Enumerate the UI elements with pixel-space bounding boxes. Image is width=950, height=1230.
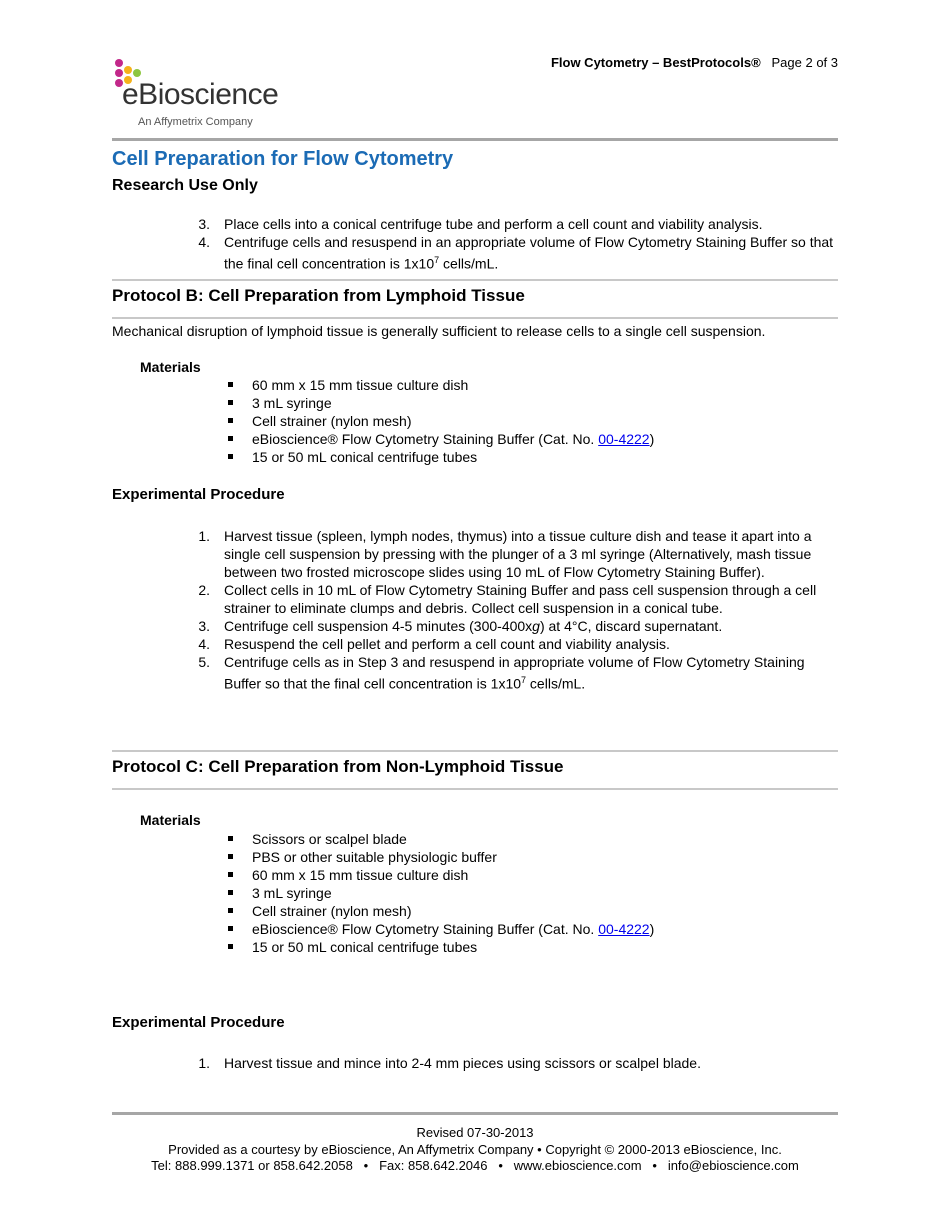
step-number: 2. xyxy=(198,582,210,598)
step-text: Resuspend the cell pellet and perform a cell count and viability analysis. xyxy=(224,636,670,652)
divider xyxy=(112,788,838,790)
step-text: ) at 4°C, discard supernatant. xyxy=(539,618,723,634)
superscript: 7 xyxy=(521,675,527,685)
page-number: Page 2 of 3 xyxy=(771,55,838,70)
step-text: Centrifuge cells as in Step 3 and resuspend in appropriate volume of Flow Cytometry Staining Buffer so that the final cell concentration is 1x10 xyxy=(224,654,805,692)
step-number: 5. xyxy=(198,654,210,670)
list-item xyxy=(196,233,836,273)
list-item xyxy=(228,938,654,956)
footer-divider xyxy=(112,1112,838,1115)
step-number: 3. xyxy=(198,216,210,232)
step-number: 3. xyxy=(198,618,210,634)
step-text: cells/mL. xyxy=(526,675,586,692)
logo-wordmark: eBioscience xyxy=(122,78,279,111)
section-heading: Protocol C: Cell Preparation from Non-Lymphoid Tissue xyxy=(112,757,564,776)
item-text: 15 or 50 mL conical centrifuge tubes xyxy=(252,449,478,465)
item-text: 3 mL syringe xyxy=(252,885,332,901)
list-item xyxy=(228,830,654,848)
list-item xyxy=(196,617,836,635)
step-number: 4. xyxy=(198,636,210,652)
item-text: Scissors or scalpel blade xyxy=(252,831,407,847)
item-text: Cell strainer (nylon mesh) xyxy=(252,413,412,429)
list-item xyxy=(228,448,654,466)
item-text: 15 or 50 mL conical centrifuge tubes xyxy=(252,939,478,955)
divider xyxy=(112,317,838,319)
step-number: 1. xyxy=(198,1055,210,1071)
list-item xyxy=(228,430,654,448)
list-item xyxy=(228,394,654,412)
divider xyxy=(112,138,838,141)
list-item xyxy=(196,1054,836,1072)
list-item xyxy=(196,653,836,693)
catalog-link[interactable]: 00-4222 xyxy=(598,431,650,447)
step-text: Harvest tissue (spleen, lymph nodes, thymus) into a tissue culture dish and tease it apart into a single cell suspension by pressing with the plunger of a 3 ml syringe (Alternatively, mash tissue between two frosted microscope slides using 10 mL of Flow Cytometry Staining Buffer). xyxy=(224,528,812,580)
page-title: Cell Preparation for Flow Cytometry xyxy=(112,148,454,170)
list-item xyxy=(196,215,836,233)
step-number: 4. xyxy=(198,234,210,250)
item-text: 60 mm x 15 mm tissue culture dish xyxy=(252,377,469,393)
step-text: Centrifuge cells and resuspend in an appropriate volume of Flow Cytometry Staining Buffer so that the final cell concentration is 1x10 xyxy=(224,234,834,272)
materials-list xyxy=(228,376,654,466)
footer-copyright: Provided as a courtesy by eBioscience, An Affymetrix Company • Copyright © 2000-2013 eBioscience, Inc. xyxy=(168,1142,782,1157)
intro-paragraph: Mechanical disruption of lymphoid tissue is generally sufficient to release cells to a single cell suspension. xyxy=(112,323,766,339)
list-item xyxy=(228,866,654,884)
item-text: ) xyxy=(649,431,655,447)
continued-steps xyxy=(196,215,836,273)
item-text: PBS or other suitable physiologic buffer xyxy=(252,849,497,865)
procedure-label: Experimental Procedure xyxy=(112,1014,285,1031)
procedure-steps xyxy=(196,527,836,693)
list-item xyxy=(228,412,654,430)
materials-list xyxy=(228,830,654,956)
revised-date: Revised 07-30-2013 xyxy=(416,1125,534,1140)
header-doc-title: Flow Cytometry – BestProtocols® xyxy=(550,55,761,70)
step-number: 1. xyxy=(198,528,210,544)
list-item xyxy=(196,581,836,617)
superscript: 7 xyxy=(434,255,440,265)
procedure-steps xyxy=(196,1054,836,1072)
subtitle: Research Use Only xyxy=(112,177,258,194)
divider xyxy=(112,279,838,281)
list-item xyxy=(196,635,836,653)
footer-contact: Tel: 888.999.1371 or 858.642.2058 • Fax: 858.642.2046 • www.ebioscience.com • info@ebioscience.com xyxy=(151,1158,799,1173)
item-text: eBioscience® Flow Cytometry Staining Buffer (Cat. No. xyxy=(252,431,599,447)
list-item xyxy=(228,848,654,866)
list-item xyxy=(228,902,654,920)
running-header xyxy=(551,55,838,70)
step-text: g xyxy=(532,618,540,634)
step-text: Collect cells in 10 mL of Flow Cytometry Staining Buffer and pass cell suspension through a cell strainer to eliminate clumps and debris. Collect cell suspension in a conical tube. xyxy=(224,582,817,616)
step-text: Harvest tissue and mince into 2-4 mm pieces using scissors or scalpel blade. xyxy=(224,1055,701,1071)
procedure-label: Experimental Procedure xyxy=(112,486,285,503)
item-text: eBioscience® Flow Cytometry Staining Buffer (Cat. No. xyxy=(252,921,599,937)
list-item xyxy=(228,884,654,902)
list-item xyxy=(228,376,654,394)
step-text: Centrifuge cell suspension 4-5 minutes (300-400x xyxy=(224,618,533,634)
ebioscience-logo xyxy=(112,58,312,130)
divider xyxy=(112,750,838,752)
section-heading: Protocol B: Cell Preparation from Lymphoid Tissue xyxy=(112,286,525,305)
item-text: 3 mL syringe xyxy=(252,395,332,411)
list-item xyxy=(196,527,836,581)
catalog-link[interactable]: 00-4222 xyxy=(598,921,650,937)
step-text: cells/mL. xyxy=(439,255,499,272)
materials-label: Materials xyxy=(140,359,201,375)
logo-tagline: An Affymetrix Company xyxy=(138,116,253,128)
item-text: ) xyxy=(649,921,655,937)
step-text: Place cells into a conical centrifuge tube and perform a cell count and viability analysis. xyxy=(224,216,763,232)
list-item xyxy=(228,920,654,938)
materials-label: Materials xyxy=(140,812,201,828)
item-text: Cell strainer (nylon mesh) xyxy=(252,903,412,919)
item-text: 60 mm x 15 mm tissue culture dish xyxy=(252,867,469,883)
